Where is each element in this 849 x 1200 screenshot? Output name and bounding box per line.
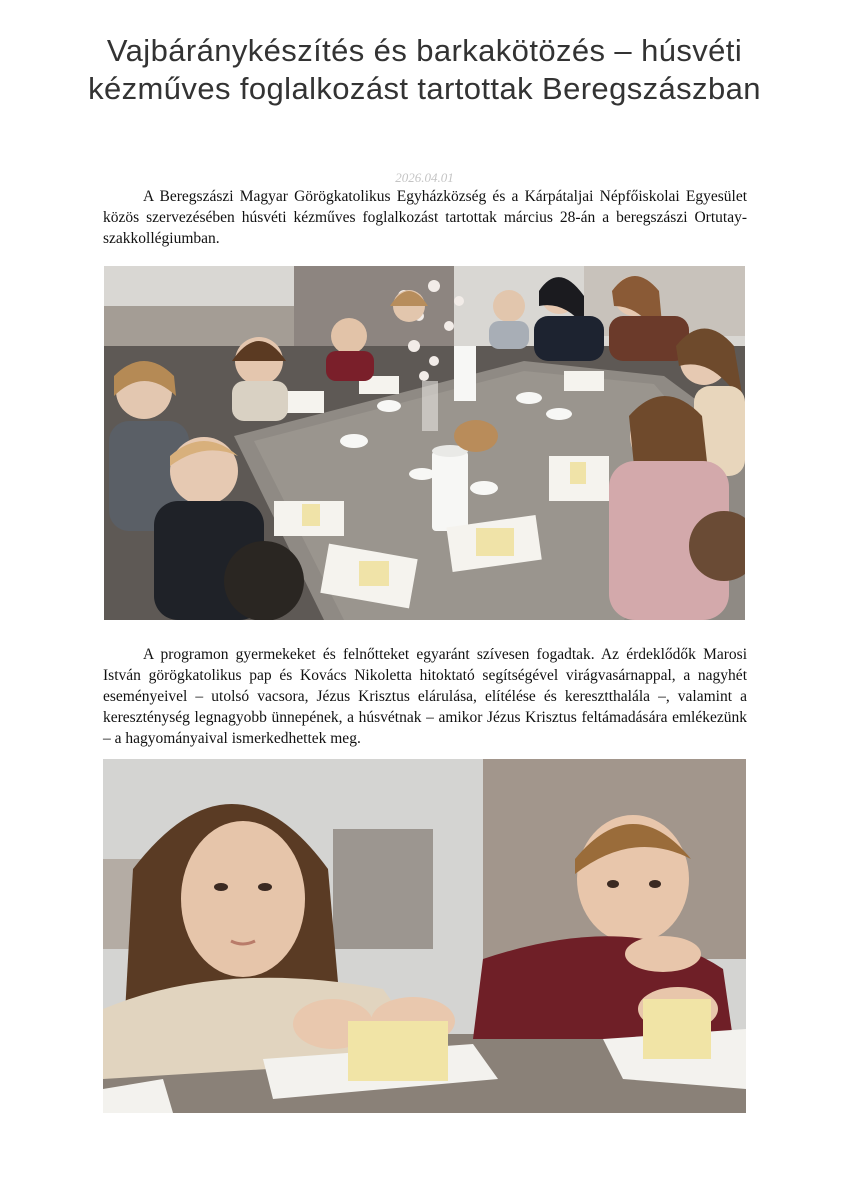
- photo-table-illustration: [104, 266, 745, 620]
- photo-closeup-illustration: [103, 759, 746, 1113]
- paragraph-intro: A Beregszászi Magyar Görögkatolikus Egyházközség és a Kárpátaljai Népfőiskolai Egyesület közös szervezésében húsvéti kézműves foglalkozást tartottak március 28-án a beregszászi Ortutay-szakkollégiumban.: [103, 188, 747, 247]
- article-date: 2026.04.01: [395, 170, 454, 185]
- article-title: Vajbáránykészítés és barkakötözés – húsvéti kézműves foglalkozást tartottak Beregszászban: [88, 33, 761, 106]
- photo-girl-and-boy-with-butter: [103, 759, 746, 1113]
- photo-children-at-table: [104, 266, 745, 620]
- paragraph-program: A programon gyermekeket és felnőtteket egyaránt szívesen fogadtak. Az érdeklődők Marosi István görögkatolikus pap és Kovács Nikoletta hitoktató segítségével virágvasárnappal, a nagyhét eseményeivel – utolsó vacsora, Jézus Krisztus elárulása, elítélése és keresztthalála –, valamint a kereszténység legnagyobb ünnepének, a húsvétnak – amikor Jézus Krisztus feltámadására emlékezünk – a hagyományaival ismerkedhettek meg.: [103, 646, 747, 747]
